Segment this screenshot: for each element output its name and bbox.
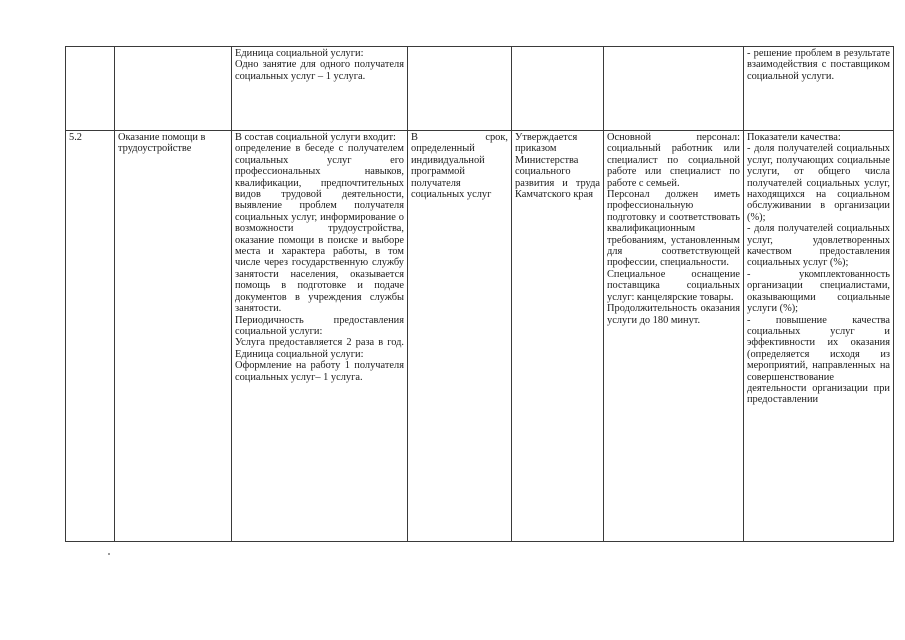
service-term-cell [408, 47, 512, 131]
approval-cell [512, 47, 604, 131]
service-name-cell [115, 47, 232, 131]
table-row [66, 47, 894, 131]
approval-cell: Утверждается приказом Министерства социального развития и труда Камчатского края [512, 131, 604, 542]
service-name-cell: Оказание помощи в трудоустройстве [115, 131, 232, 542]
row-number-cell [66, 47, 115, 131]
quality-indicators-cell: Показатели качества: - доля получателей социальных услуг, получающих социальные услуги, от общего числа получателей социальных услуг, находящихся на социальном обслуживании в организации (%); - доля получателей социальных услуг, удовлетворенных качеством предоставления социальных услуг (%); - укомплектованность организации специалистами, оказывающими социальные услуги (%); - повышение качества социальных услуг и эффективности их оказания (определяется исходя из мероприятий, направленных на совершенствование деятельности организации при предоставлении [744, 131, 894, 542]
scan-speck [108, 553, 110, 555]
service-content-cell: В состав социальной услуги входит: определение в беседе с получателем социальных услуг его профессиональных навыков, квалификации, предпочтительных видов трудовой деятельности, выявление проблем получателя социальных услуг, информирование о возможности трудоустройства, оказание помощи в поиске и выборе места и характера работы, в том числе через государственную службу занятости населения, оказывается помощь в подготовке и подаче документов в учреждения службы занятости. Периодичность предоставления социальной услуги: Услуга предоставляется 2 раза в год. Единица социальной услуги: Оформление на работу 1 получателя социальных услуг– 1 услуга. [232, 131, 408, 542]
social-services-table [65, 46, 894, 542]
table-row [66, 131, 894, 542]
service-term-cell: В срок, определенный индивидуальной программой получателя социальных услуг [408, 131, 512, 542]
row-number-cell: 5.2 [66, 131, 115, 542]
conditions-cell: Основной персонал: социальный работник или специалист по социальной работе или специалист по работе с семьей. Персонал должен иметь профессиональную подготовку и соответствовать квалификационным требованиям, установленным для соответствующей профессии, специальности. Специальное оснащение поставщика социальных услуг: канцелярские товары. Продолжительность оказания услуги до 180 минут. [604, 131, 744, 542]
conditions-cell [604, 47, 744, 131]
service-content-cell: Единица социальной услуги: Одно занятие для одного получателя социальных услуг – 1 услуга. [232, 47, 408, 131]
quality-indicators-cell: - решение проблем в результате взаимодействия с поставщиком социальной услуги. [744, 47, 894, 131]
